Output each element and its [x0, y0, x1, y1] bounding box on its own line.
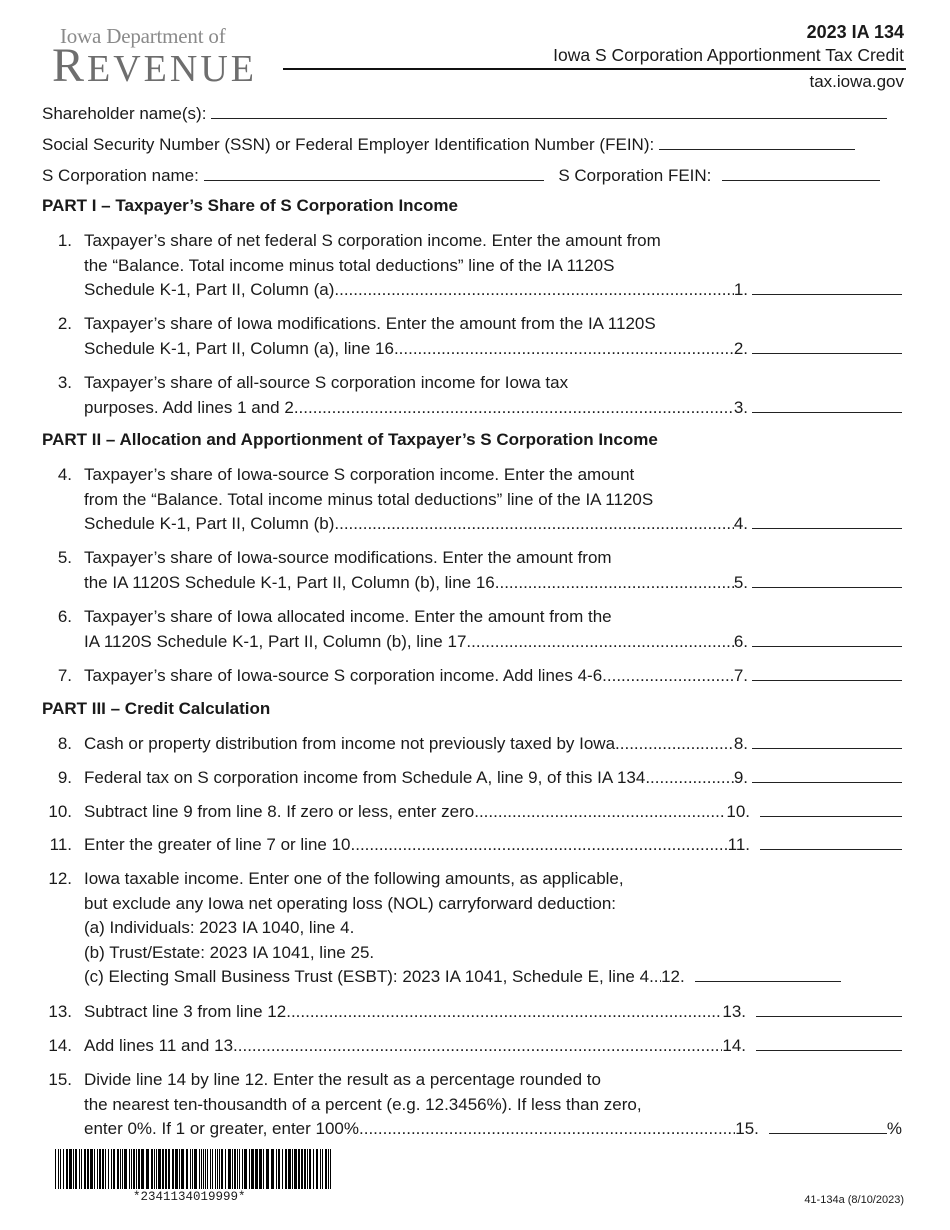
line-7: 7. Taxpayer’s share of Iowa-source S corporation income. Add lines 4-6 ..... 7.: [42, 664, 902, 689]
barcode-bar: [84, 1149, 86, 1189]
barcode-bar: [259, 1149, 262, 1189]
barcode-bar: [210, 1149, 211, 1189]
barcode-bar: [69, 1149, 72, 1189]
shareholder-label: Shareholder name(s):: [42, 104, 207, 123]
barcode-bar: [81, 1149, 82, 1189]
form-revision: 41-134a (8/10/2023): [804, 1194, 904, 1206]
barcode-bar: [105, 1149, 106, 1189]
line-2: 2. Taxpayer’s share of Iowa modifications. Enter the amount from the IA 1120S Schedule K-1, Part II, Column (a), line 16 ..... 2.: [42, 312, 902, 362]
line-1-input[interactable]: [752, 278, 902, 295]
barcode-bar: [133, 1149, 135, 1189]
barcode-bar: [203, 1149, 204, 1189]
barcode-bar: [162, 1149, 164, 1189]
barcode-bar: [90, 1149, 93, 1189]
barcode-bar: [111, 1149, 112, 1189]
barcode-bar: [221, 1149, 223, 1189]
barcode-bar: [205, 1149, 206, 1189]
barcode-bar: [294, 1149, 297, 1189]
line-5: 5. Taxpayer’s share of Iowa-source modifications. Enter the amount from the IA 1120S Schedule K-1, Part II, Column (b), line 16 ..... 5.: [42, 546, 902, 596]
barcode-bar: [242, 1149, 243, 1189]
line-14-input[interactable]: [756, 1034, 902, 1051]
part-1-heading: PART I – Taxpayer’s Share of S Corporation Income: [42, 196, 458, 215]
line-8: 8. Cash or property distribution from income not previously taxed by Iowa ..... 8.: [42, 732, 902, 757]
scorp-fein-field[interactable]: [722, 163, 880, 181]
part-2-heading: PART II – Allocation and Apportionment of Taxpayer’s S Corporation Income: [42, 430, 658, 449]
form-id: 2023 IA 134: [806, 22, 904, 42]
barcode-bar: [237, 1149, 238, 1189]
barcode-bar: [212, 1149, 213, 1189]
barcode-bar: [79, 1149, 80, 1189]
line-2-input[interactable]: [752, 337, 902, 354]
barcode-bar: [168, 1149, 170, 1189]
barcode-bar: [120, 1149, 121, 1189]
barcode-bar: [87, 1149, 89, 1189]
barcode-bar: [325, 1149, 327, 1189]
logo-agency-big: REVENUE: [52, 39, 257, 92]
barcode-bar: [75, 1149, 77, 1189]
barcode-bar: [190, 1149, 191, 1189]
barcode-bar: [276, 1149, 277, 1189]
barcode-bar: [172, 1149, 174, 1189]
barcode-bar: [215, 1149, 216, 1189]
line-13: 13. Subtract line 3 from line 12 ..... 13.: [42, 1000, 902, 1025]
line-6: 6. Taxpayer’s share of Iowa allocated income. Enter the amount from the IA 1120S Schedule K-1, Part II, Column (b), line 17 ..... 6.: [42, 605, 902, 655]
barcode-bar: [330, 1149, 331, 1189]
line-10: 10. Subtract line 9 from line 8. If zero or less, enter zero ..... 10.: [42, 800, 902, 825]
line-3: 3. Taxpayer’s share of all-source S corporation income for Iowa tax purposes. Add lines 1 and 2 ..... 3.: [42, 371, 902, 421]
line-11-input[interactable]: [760, 833, 902, 850]
barcode-bar: [232, 1149, 233, 1189]
line-9-input[interactable]: [752, 766, 902, 783]
barcode-bar: [278, 1149, 280, 1189]
barcode-bar: [165, 1149, 167, 1189]
line-15-input[interactable]: [769, 1117, 887, 1134]
barcode-bar: [217, 1149, 218, 1189]
barcode-bar: [307, 1149, 308, 1189]
barcode-bar: [186, 1149, 188, 1189]
barcode-bar: [249, 1149, 250, 1189]
barcode-bar: [117, 1149, 119, 1189]
line-7-input[interactable]: [752, 664, 902, 681]
scorp-row: [42, 163, 896, 188]
barcode-bar: [225, 1149, 226, 1189]
barcode-bar: [282, 1149, 283, 1189]
barcode-bar: [55, 1149, 56, 1189]
line-12-input[interactable]: [695, 965, 841, 982]
barcode: [55, 1149, 335, 1189]
line-5-input[interactable]: [752, 571, 902, 588]
barcode-bar: [322, 1149, 323, 1189]
barcode-bar: [304, 1149, 306, 1189]
line-9: 9. Federal tax on S corporation income from Schedule A, line 9, of this IA 134 ..... 9.: [42, 766, 902, 791]
barcode-bar: [328, 1149, 329, 1189]
ssn-row: [42, 132, 896, 157]
barcode-text: *2341134019999*: [133, 1190, 246, 1204]
barcode-bar: [292, 1149, 293, 1189]
line-3-input[interactable]: [752, 396, 902, 413]
line-1: 1. Taxpayer’s share of net federal S corporation income. Enter the amount from the “Balance. Total income minus total deductions” line of the IA 1120S Schedule K-1, Part II, Column (a) ..... 1.: [42, 229, 902, 304]
barcode-bar: [58, 1149, 59, 1189]
barcode-bar: [99, 1149, 101, 1189]
barcode-bar: [244, 1149, 247, 1189]
barcode-bar: [108, 1149, 109, 1189]
barcode-bar: [199, 1149, 200, 1189]
barcode-bar: [309, 1149, 311, 1189]
line-4-input[interactable]: [752, 512, 902, 529]
shareholder-row: [42, 101, 896, 126]
barcode-bar: [234, 1149, 236, 1189]
barcode-bar: [320, 1149, 321, 1189]
form-header: [553, 22, 904, 66]
scorp-name-label: S Corporation name:: [42, 166, 199, 185]
line-12: 12. Iowa taxable income. Enter one of the following amounts, as applicable, but exclude any Iowa net operating loss (NOL) carryforward deduction: (a) Individuals: 2023 IA 1040, line 4. (b) Trust/Estate: 2023 IA 1041, line 25. (c) Electing Small Business Trust (ESBT): 2023 IA 1041, Schedule E, line 4 ..... 12.: [42, 867, 902, 991]
website: tax.iowa.gov: [809, 72, 904, 91]
barcode-bar: [129, 1149, 130, 1189]
barcode-bar: [94, 1149, 95, 1189]
barcode-bar: [63, 1149, 64, 1189]
part-3-heading: PART III – Credit Calculation: [42, 699, 271, 718]
barcode-bar: [175, 1149, 178, 1189]
header-divider: [283, 68, 906, 70]
barcode-bar: [285, 1149, 287, 1189]
barcode-bar: [124, 1149, 127, 1189]
line-14: 14. Add lines 11 and 13 ..... 14.: [42, 1034, 902, 1059]
line-11: 11. Enter the greater of line 7 or line 10 ..... 11.: [42, 833, 902, 858]
barcode-bar: [138, 1149, 140, 1189]
line-13-input[interactable]: [756, 1000, 902, 1017]
barcode-bar: [263, 1149, 264, 1189]
barcode-bar: [301, 1149, 303, 1189]
barcode-bar: [201, 1149, 202, 1189]
line-8-input[interactable]: [752, 732, 902, 749]
barcode-bar: [219, 1149, 220, 1189]
barcode-bar: [194, 1149, 197, 1189]
barcode-bar: [158, 1149, 161, 1189]
barcode-bar: [298, 1149, 300, 1189]
form-title: Iowa S Corporation Apportionment Tax Credit: [553, 45, 904, 65]
barcode-bar: [316, 1149, 318, 1189]
barcode-bar: [97, 1149, 98, 1189]
barcode-bar: [146, 1149, 149, 1189]
barcode-bar: [141, 1149, 144, 1189]
logo-agency-small: Iowa Department of: [60, 24, 226, 48]
barcode-bar: [255, 1149, 258, 1189]
shareholder-name-field[interactable]: [211, 101, 887, 119]
barcode-bar: [179, 1149, 180, 1189]
barcode-bar: [192, 1149, 193, 1189]
barcode-bar: [266, 1149, 269, 1189]
barcode-bar: [228, 1149, 231, 1189]
barcode-bar: [60, 1149, 61, 1189]
line-10-input[interactable]: [760, 800, 902, 817]
scorp-fein-label: S Corporation FEIN:: [558, 166, 712, 185]
barcode-bar: [288, 1149, 291, 1189]
line-4: 4. Taxpayer’s share of Iowa-source S corporation income. Enter the amount from the “Balance. Total income minus total deductions” line of the IA 1120S Schedule K-1, Part II, Column (b) ..... 4.: [42, 463, 902, 538]
line-6-input[interactable]: [752, 630, 902, 647]
barcode-bar: [102, 1149, 104, 1189]
barcode-bar: [73, 1149, 74, 1189]
barcode-bar: [313, 1149, 314, 1189]
barcode-bar: [136, 1149, 137, 1189]
barcode-bar: [207, 1149, 208, 1189]
barcode-bar: [131, 1149, 132, 1189]
line-15: 15. Divide line 14 by line 12. Enter the result as a percentage rounded to the nearest ten-thousandth of a percent (e.g. 12.3456%). If less than zero, enter 0%. If 1 or greater, enter 100% ..... 15. %: [42, 1068, 902, 1143]
barcode-bar: [239, 1149, 240, 1189]
barcode-bar: [156, 1149, 157, 1189]
barcode-bar: [251, 1149, 254, 1189]
barcode-bar: [122, 1149, 123, 1189]
ssn-fein-field[interactable]: [659, 132, 855, 150]
barcode-bar: [113, 1149, 115, 1189]
barcode-bar: [271, 1149, 274, 1189]
barcode-bar: [66, 1149, 68, 1189]
barcode-bar: [181, 1149, 184, 1189]
scorp-name-field[interactable]: [204, 163, 544, 181]
barcode-bar: [154, 1149, 155, 1189]
ssn-label: Social Security Number (SSN) or Federal Employer Identification Number (FEIN):: [42, 135, 655, 154]
barcode-bar: [151, 1149, 153, 1189]
percent-sign: %: [886, 1119, 902, 1138]
